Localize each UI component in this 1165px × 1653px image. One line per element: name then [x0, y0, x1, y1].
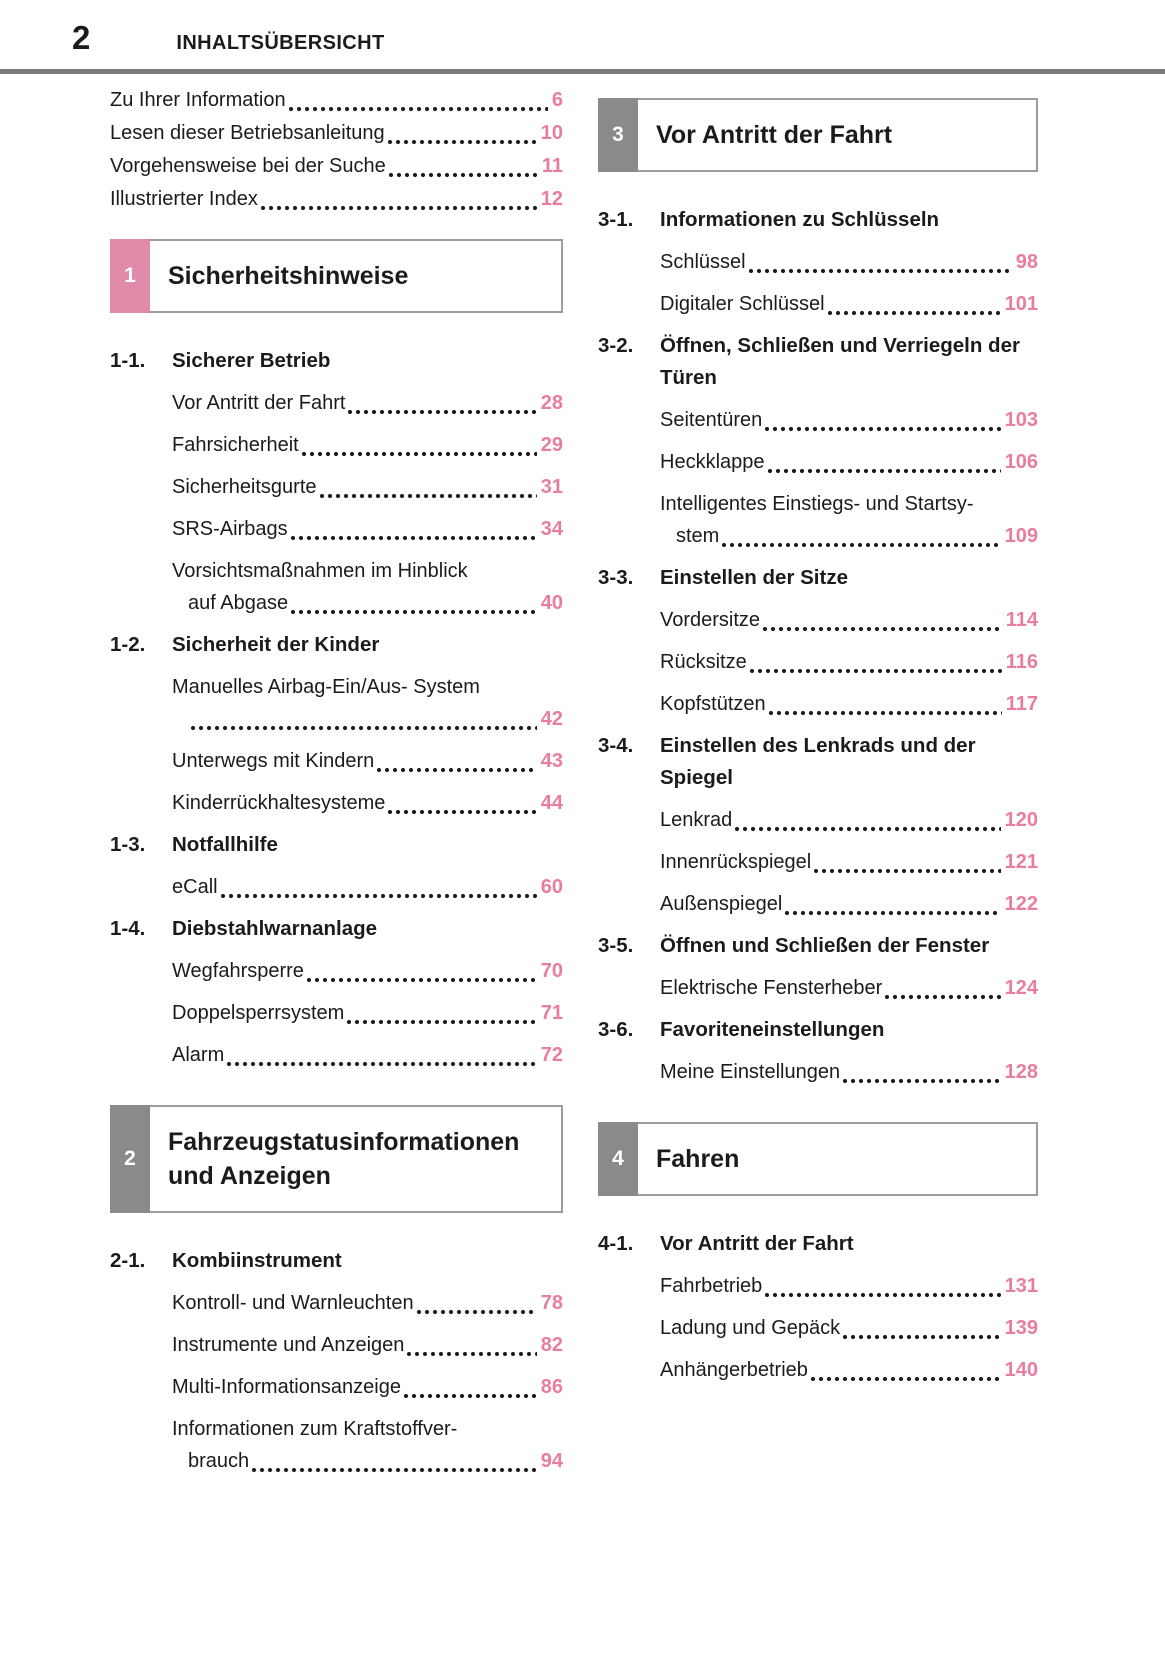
section-number: 3-2. — [598, 334, 634, 357]
entry-row — [172, 703, 563, 735]
entry-row — [660, 246, 1038, 278]
entry-row — [172, 1445, 563, 1477]
toc-entry — [172, 1413, 563, 1477]
dotted-leader — [722, 543, 1000, 547]
entry-row — [660, 520, 1038, 552]
toc-entry — [172, 513, 563, 545]
toc-entry — [660, 804, 1038, 836]
toc-section — [598, 1228, 1038, 1386]
entry-row — [172, 745, 563, 777]
entry-label: auf Abgase — [188, 592, 289, 614]
entry-page-number: 6 — [551, 89, 563, 111]
toc-section — [598, 1014, 1038, 1088]
entry-page-number: 10 — [540, 122, 563, 144]
dotted-leader — [252, 1468, 537, 1472]
entry-label: Kinderrückhaltesysteme — [172, 792, 386, 814]
dotted-leader — [785, 911, 1000, 915]
dotted-leader — [348, 410, 536, 414]
toc-entry — [110, 150, 563, 182]
toc-entry — [110, 117, 563, 149]
dotted-leader — [828, 311, 1001, 315]
section-number: 3-3. — [598, 566, 634, 589]
dotted-leader — [388, 810, 536, 814]
entry-label: eCall — [172, 876, 218, 898]
entry-page-number: 86 — [540, 1376, 563, 1398]
section-title: Öffnen, Schließen und Verriegeln der Türen — [660, 334, 1020, 389]
entry-label: Multi-Informationsanzeige — [172, 1376, 401, 1398]
entry-page-number: 11 — [541, 155, 563, 177]
section-number: 1-4. — [110, 917, 146, 940]
dotted-leader — [814, 869, 1000, 873]
section-number: 3-5. — [598, 934, 634, 957]
entry-page-number: 71 — [540, 1002, 563, 1024]
entry-page-number: 116 — [1005, 651, 1038, 673]
dotted-leader — [221, 894, 537, 898]
entry-page-number: 103 — [1004, 409, 1038, 431]
section-heading — [598, 1014, 1038, 1046]
entry-label: stem — [676, 525, 720, 547]
entry-page-number: 140 — [1004, 1359, 1038, 1381]
chapter-header — [598, 1122, 1038, 1196]
entry-row — [660, 1312, 1038, 1344]
dotted-leader — [291, 536, 537, 540]
toc-entry — [660, 1270, 1038, 1302]
entry-page-number: 28 — [540, 392, 563, 414]
entry-row — [172, 1371, 563, 1403]
toc-content — [0, 74, 1165, 1487]
entry-row — [660, 1056, 1038, 1088]
section-number: 4-1. — [598, 1232, 634, 1255]
entry-label: Heckklappe — [660, 451, 765, 473]
entry-page-number: 82 — [540, 1334, 563, 1356]
dotted-leader — [843, 1335, 1000, 1339]
entry-label: Elektrische Fensterheber — [660, 977, 883, 999]
section-title: Sicherheit der Kinder — [172, 633, 380, 656]
dotted-leader — [389, 173, 538, 177]
section-number: 2-1. — [110, 1249, 146, 1272]
entry-row — [172, 429, 563, 461]
toc-entry — [660, 446, 1038, 478]
toc-entry — [660, 688, 1038, 720]
chapter-header — [110, 239, 563, 313]
toc-entry — [110, 84, 563, 116]
toc-entry — [660, 488, 1038, 552]
chapter-title: Vor Antritt der Fahrt — [656, 121, 893, 149]
entry-label: Vorsichtsmaßnahmen im Hinblick — [172, 560, 468, 582]
entry-label: Rücksitze — [660, 651, 747, 673]
entry-label: Schlüssel — [660, 251, 746, 273]
chapter-header — [110, 1105, 563, 1213]
dotted-leader — [377, 768, 536, 772]
dotted-leader — [227, 1062, 537, 1066]
dotted-leader — [735, 827, 1000, 831]
section-number: 1-2. — [110, 633, 146, 656]
entry-page-number: 121 — [1004, 851, 1038, 873]
page-header — [0, 0, 1165, 56]
section-heading — [598, 330, 1038, 394]
chapter-title: Fahren — [656, 1145, 740, 1173]
toc-entry — [660, 846, 1038, 878]
entry-page-number: 139 — [1004, 1317, 1038, 1339]
entry-page-number: 131 — [1004, 1275, 1038, 1297]
entry-row — [172, 587, 563, 619]
entry-row — [172, 1287, 563, 1319]
front-matter-list — [110, 84, 563, 215]
toc-entry — [172, 787, 563, 819]
toc-section — [110, 345, 563, 619]
toc-entry — [660, 604, 1038, 636]
toc-entry — [172, 745, 563, 777]
entry-row — [172, 387, 563, 419]
entry-row — [660, 404, 1038, 436]
section-heading — [598, 562, 1038, 594]
entry-row — [660, 288, 1038, 320]
chapter-title: Fahrzeugstatusinformationen und Anzeigen — [168, 1128, 520, 1190]
dotted-leader — [191, 726, 537, 730]
entry-page-number: 128 — [1004, 1061, 1038, 1083]
dotted-leader — [765, 427, 1000, 431]
section-title: Diebstahlwarnanlage — [172, 917, 378, 940]
entry-row — [660, 804, 1038, 836]
entry-label: Informationen zum Kraftstoffver- — [172, 1418, 458, 1440]
dotted-leader — [302, 452, 537, 456]
toc-entry — [172, 1371, 563, 1403]
toc-entry — [172, 1287, 563, 1319]
entry-page-number: 120 — [1004, 809, 1038, 831]
entry-row — [660, 646, 1038, 678]
entry-page-number: 43 — [540, 750, 563, 772]
entry-row — [660, 846, 1038, 878]
entry-page-number: 117 — [1005, 693, 1038, 715]
section-title: Informationen zu Schlüsseln — [660, 208, 940, 231]
section-title: Favoriteneinstellungen — [660, 1018, 885, 1041]
toc-entry — [172, 671, 563, 735]
toc-entry — [172, 997, 563, 1029]
section-heading — [110, 629, 563, 661]
toc-entry — [172, 1329, 563, 1361]
toc-section — [110, 913, 563, 1071]
entry-label: Lenkrad — [660, 809, 733, 831]
entry-label: Sicherheitsgurte — [172, 476, 317, 498]
toc-entry — [660, 288, 1038, 320]
toc-entry — [172, 387, 563, 419]
section-title: Einstellen des Lenkrads und der Spiegel — [660, 734, 976, 789]
dotted-leader — [404, 1394, 537, 1398]
section-number: 3-4. — [598, 734, 634, 757]
toc-entry — [172, 1039, 563, 1071]
toc-entry — [172, 471, 563, 503]
left-column — [110, 84, 563, 1487]
toc-section — [598, 330, 1038, 552]
entry-page-number: 109 — [1004, 525, 1038, 547]
chapter-header — [598, 98, 1038, 172]
right-column — [598, 84, 1038, 1487]
dotted-leader — [307, 978, 537, 982]
entry-row — [660, 1354, 1038, 1386]
toc-entry — [660, 972, 1038, 1004]
entry-label: Unterwegs mit Kindern — [172, 750, 375, 772]
section-title: Öffnen und Schließen der Fenster — [660, 934, 990, 957]
entry-label: Alarm — [172, 1044, 225, 1066]
dotted-leader — [388, 140, 537, 144]
entry-page-number: 12 — [540, 188, 563, 210]
entry-label: Digitaler Schlüssel — [660, 293, 825, 315]
section-number: 3-6. — [598, 1018, 634, 1041]
entry-label: SRS-Airbags — [172, 518, 288, 540]
toc-entry — [660, 404, 1038, 436]
entry-label: Vorgehensweise bei der Suche — [110, 155, 386, 177]
entry-page-number: 70 — [540, 960, 563, 982]
entry-label: Kontroll- und Warnleuchten — [172, 1292, 414, 1314]
entry-row — [172, 955, 563, 987]
chapter-number-badge: 3 — [598, 98, 638, 172]
entry-label: Manuelles Airbag-Ein/Aus- System — [172, 676, 480, 698]
entry-label: Anhängerbetrieb — [660, 1359, 808, 1381]
entry-label: Fahrbetrieb — [660, 1275, 763, 1297]
entry-label: Innenrückspiegel — [660, 851, 812, 873]
section-heading — [598, 930, 1038, 962]
entry-page-number: 101 — [1004, 293, 1038, 315]
dotted-leader — [347, 1020, 536, 1024]
entry-label: Fahrsicherheit — [172, 434, 299, 456]
section-number: 1-3. — [110, 833, 146, 856]
entry-label: Ladung und Gepäck — [660, 1317, 841, 1339]
entry-label: Meine Einstellungen — [660, 1061, 841, 1083]
entry-row — [660, 604, 1038, 636]
toc-section — [598, 930, 1038, 1004]
entry-page-number: 44 — [540, 792, 563, 814]
toc-section — [598, 730, 1038, 920]
section-title: Sicherer Betrieb — [172, 349, 331, 372]
entry-label: Instrumente und Anzeigen — [172, 1334, 405, 1356]
toc-section — [598, 204, 1038, 320]
toc-entry — [660, 246, 1038, 278]
toc-entry — [660, 1354, 1038, 1386]
entry-label: Vor Antritt der Fahrt — [172, 392, 346, 414]
entry-row — [660, 888, 1038, 920]
toc-entry — [172, 871, 563, 903]
section-heading — [598, 730, 1038, 794]
section-title: Vor Antritt der Fahrt — [660, 1232, 854, 1255]
entry-page-number: 40 — [540, 592, 563, 614]
entry-row — [660, 688, 1038, 720]
toc-entry — [660, 1056, 1038, 1088]
toc-entry — [172, 555, 563, 619]
dotted-leader — [763, 627, 1002, 631]
toc-entry — [660, 1312, 1038, 1344]
section-number: 3-1. — [598, 208, 634, 231]
dotted-leader — [417, 1310, 537, 1314]
dotted-leader — [407, 1352, 536, 1356]
dotted-leader — [320, 494, 537, 498]
dotted-leader — [769, 711, 1002, 715]
toc-section — [110, 1245, 563, 1477]
toc-entry — [660, 646, 1038, 678]
page-number: 2 — [72, 19, 91, 56]
entry-label: Kopfstützen — [660, 693, 766, 715]
entry-row — [110, 117, 563, 149]
toc-section — [110, 829, 563, 903]
dotted-leader — [768, 469, 1001, 473]
entry-label: Außenspiegel — [660, 893, 783, 915]
section-heading — [110, 829, 563, 861]
entry-page-number: 34 — [540, 518, 563, 540]
dotted-leader — [765, 1293, 1000, 1297]
toc-section — [110, 629, 563, 819]
entry-label: Seitentüren — [660, 409, 763, 431]
section-heading — [110, 1245, 563, 1277]
entry-row — [172, 1039, 563, 1071]
entry-label: Illustrierter Index — [110, 188, 258, 210]
entry-page-number: 98 — [1015, 251, 1038, 273]
entry-row — [110, 183, 563, 215]
chapter-number-badge: 4 — [598, 1122, 638, 1196]
entry-page-number: 78 — [540, 1292, 563, 1314]
entry-row — [110, 84, 563, 116]
section-title: Einstellen der Sitze — [660, 566, 848, 589]
dotted-leader — [811, 1377, 1001, 1381]
dotted-leader — [843, 1079, 1001, 1083]
dotted-leader — [291, 610, 537, 614]
entry-page-number: 106 — [1004, 451, 1038, 473]
entry-label: Doppelsperrsystem — [172, 1002, 345, 1024]
dotted-leader — [749, 269, 1012, 273]
dotted-leader — [750, 669, 1002, 673]
entry-page-number: 94 — [540, 1450, 563, 1472]
entry-row — [172, 1329, 563, 1361]
chapter-number-badge: 2 — [110, 1105, 150, 1213]
entry-row — [172, 871, 563, 903]
entry-label: Intelligentes Einstiegs- und Startsy- — [660, 493, 974, 515]
toc-section — [598, 562, 1038, 720]
entry-row — [172, 471, 563, 503]
toc-entry — [660, 888, 1038, 920]
entry-row — [172, 997, 563, 1029]
entry-page-number: 42 — [540, 708, 563, 730]
entry-page-number: 31 — [540, 476, 563, 498]
section-title: Notfallhilfe — [172, 833, 278, 856]
entry-page-number: 72 — [540, 1044, 563, 1066]
entry-row — [172, 513, 563, 545]
entry-label: Wegfahrsperre — [172, 960, 304, 982]
entry-page-number: 124 — [1004, 977, 1038, 999]
entry-row — [110, 150, 563, 182]
entry-page-number: 60 — [540, 876, 563, 898]
section-heading — [598, 204, 1038, 236]
section-heading — [110, 345, 563, 377]
dotted-leader — [261, 206, 537, 210]
chapter-title: Sicherheitshinweise — [168, 262, 409, 290]
entry-row — [660, 1270, 1038, 1302]
entry-label: Vordersitze — [660, 609, 761, 631]
entry-row — [660, 446, 1038, 478]
entry-page-number: 29 — [540, 434, 563, 456]
dotted-leader — [885, 995, 1000, 999]
toc-entry — [172, 429, 563, 461]
entry-label: Zu Ihrer Information — [110, 89, 286, 111]
toc-entry — [110, 183, 563, 215]
section-heading — [598, 1228, 1038, 1260]
page-header-title: INHALTSÜBERSICHT — [176, 32, 385, 54]
section-number: 1-1. — [110, 349, 146, 372]
dotted-leader — [289, 107, 548, 111]
entry-row — [660, 972, 1038, 1004]
toc-entry — [172, 955, 563, 987]
section-heading — [110, 913, 563, 945]
chapter-number-badge: 1 — [110, 239, 150, 313]
entry-page-number: 122 — [1004, 893, 1038, 915]
section-title: Kombiinstrument — [172, 1249, 342, 1272]
entry-label: Lesen dieser Betriebsanleitung — [110, 122, 385, 144]
entry-page-number: 114 — [1005, 609, 1038, 631]
entry-label: brauch — [188, 1450, 250, 1472]
entry-row — [172, 787, 563, 819]
